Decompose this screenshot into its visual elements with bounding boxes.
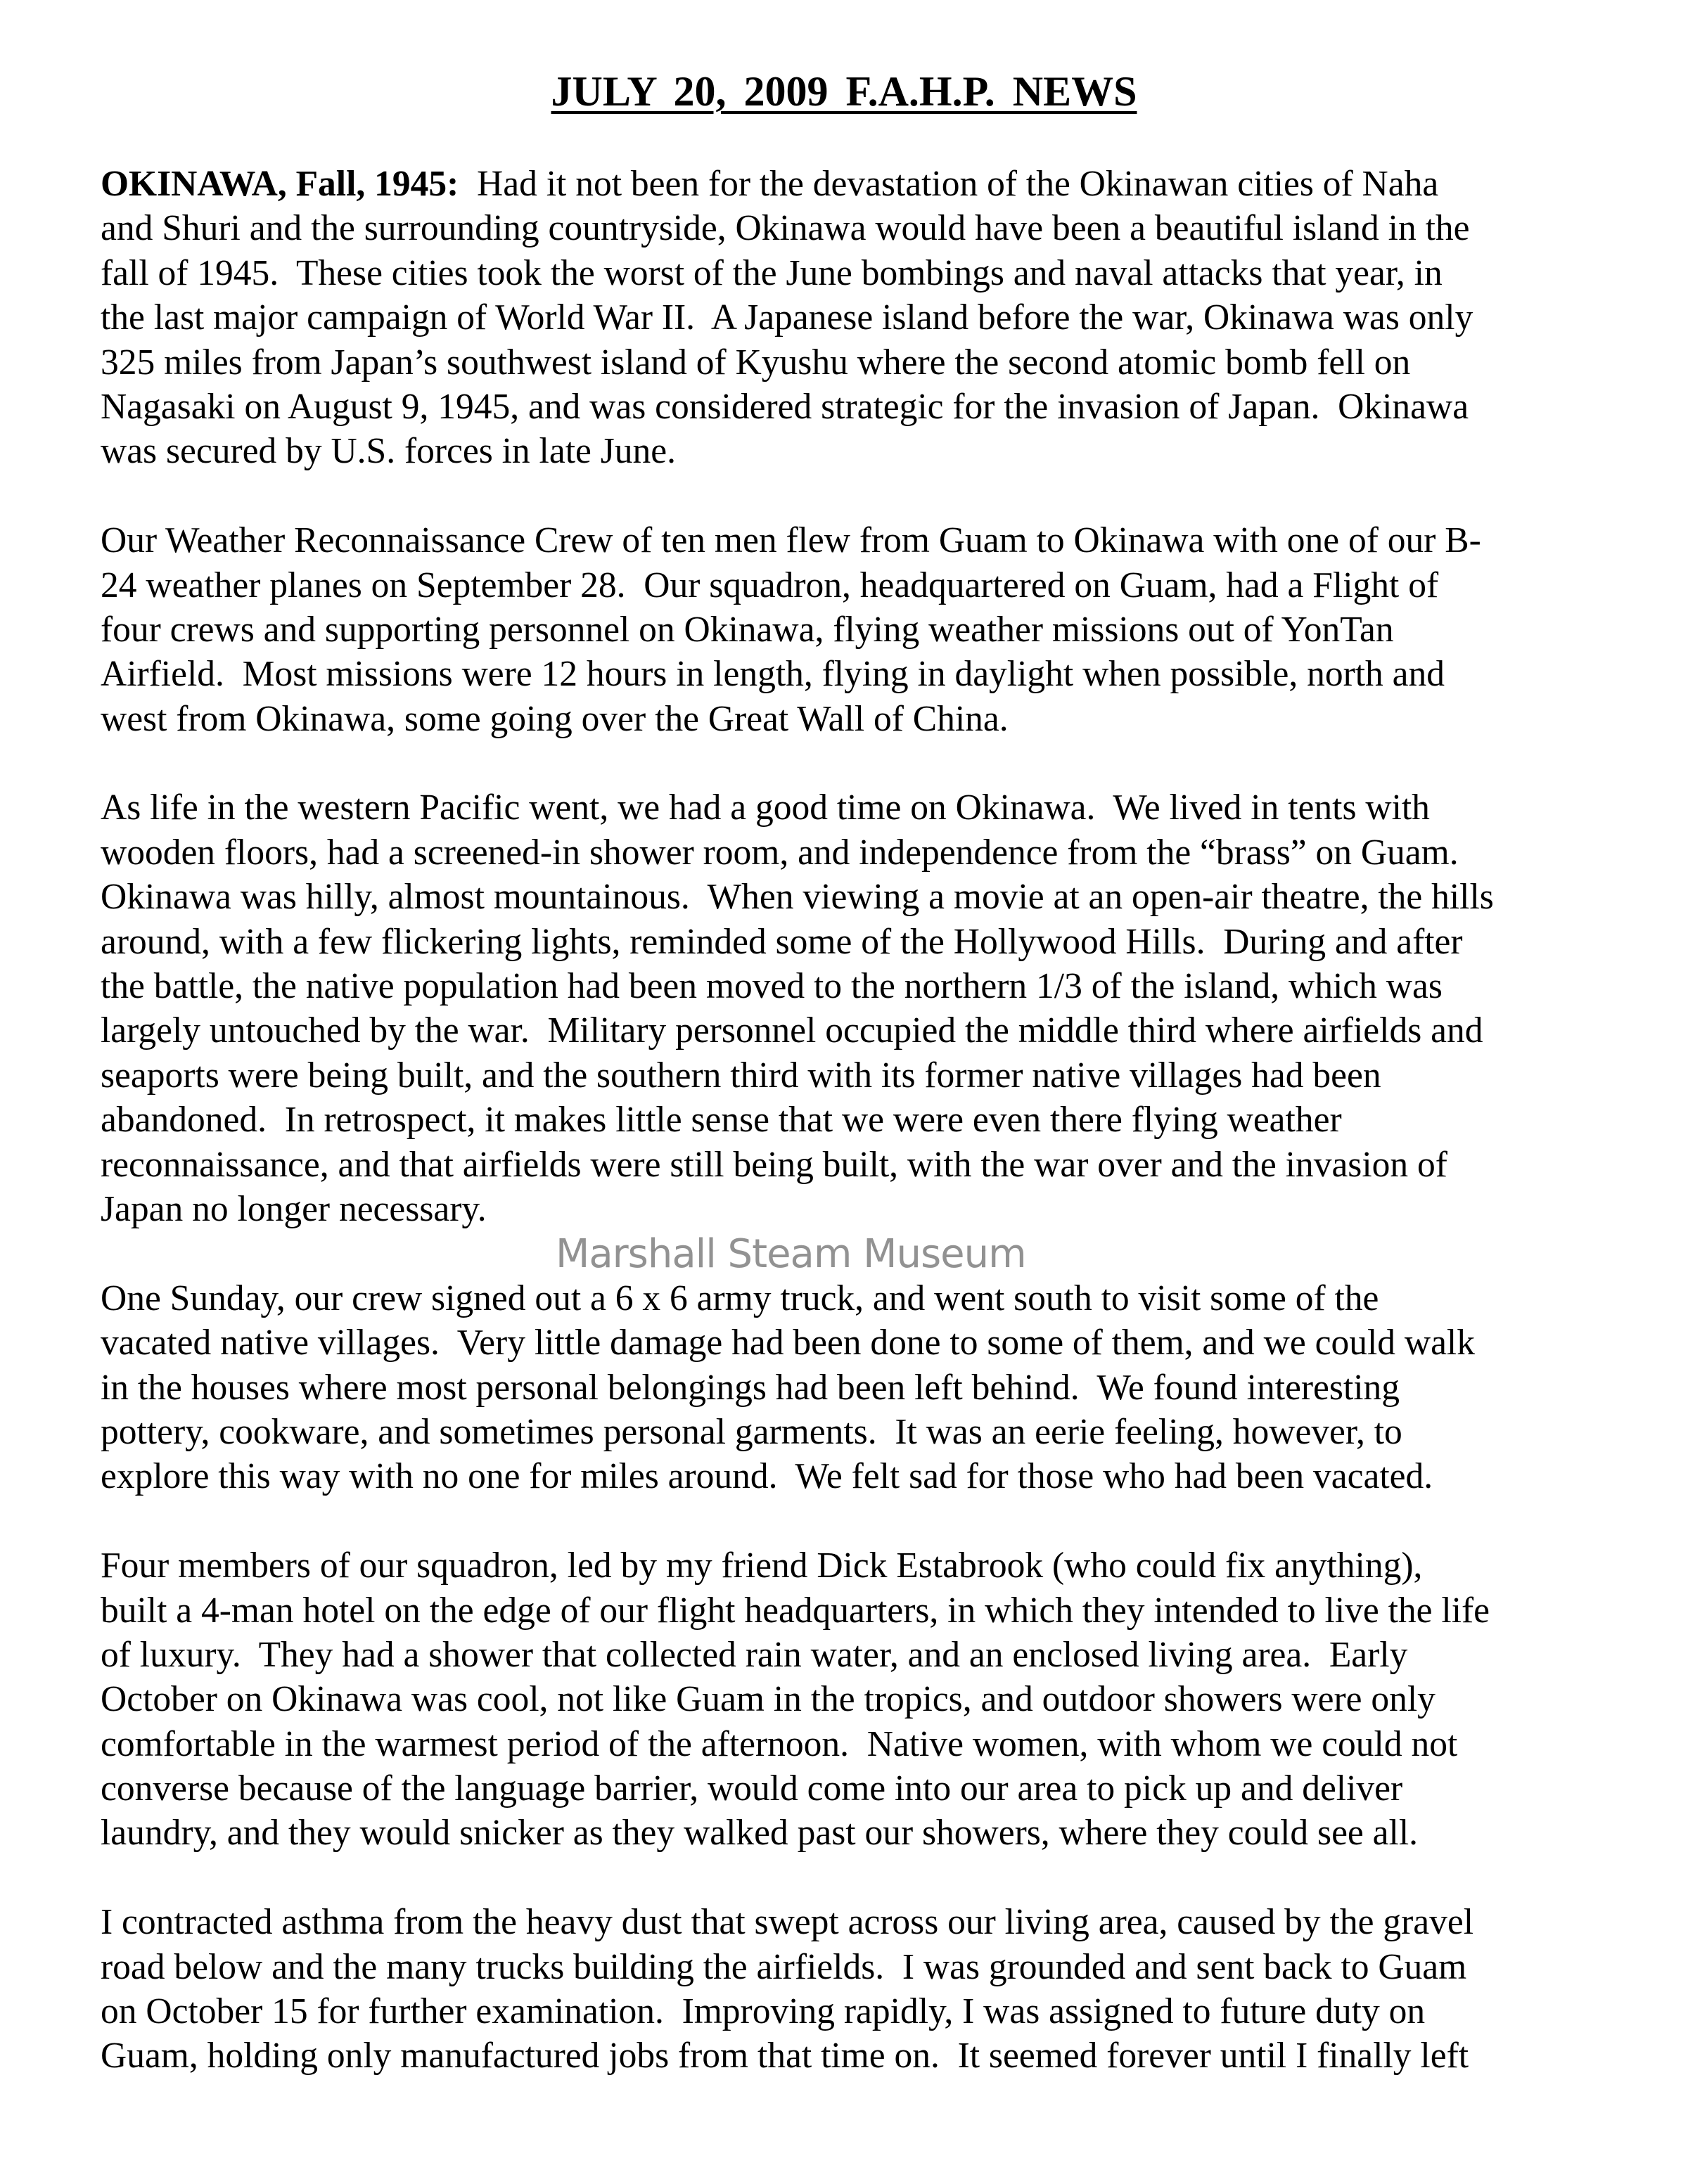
line-text: comfortable in the warmest period of the afternoon. Native women, with whom we could not xyxy=(101,1723,1458,1764)
text-line xyxy=(101,964,1648,1008)
text-line xyxy=(101,518,1648,563)
text-line xyxy=(101,429,1648,473)
text-line xyxy=(101,608,1648,652)
line-text: reconnaissance, and that airfields were still being built, with the war over and the invasion of xyxy=(101,1144,1447,1185)
line-text: west from Okinawa, some going over the Great Wall of China. xyxy=(101,698,1009,739)
line-text: seaports were being built, and the southern third with its former native villages had been xyxy=(101,1055,1381,1096)
text-line xyxy=(101,385,1648,429)
text-line xyxy=(101,1588,1648,1633)
text-line xyxy=(101,1410,1648,1454)
text-line xyxy=(101,875,1648,919)
line-text: Airfield. Most missions were 12 hours in length, flying in daylight when possible, north and xyxy=(101,654,1445,695)
line-text: the battle, the native population had been moved to the northern 1/3 of the island, which was xyxy=(101,966,1443,1007)
text-line xyxy=(101,1900,1648,1944)
line-text: Our Weather Reconnaissance Crew of ten men flew from Guam to Okinawa with one of our B- xyxy=(101,520,1481,561)
paragraph-lead: OKINAWA, Fall, 1945: xyxy=(101,164,459,204)
paragraph xyxy=(101,162,1648,474)
paragraph xyxy=(101,1900,1648,2079)
text-line xyxy=(101,1945,1648,1989)
line-text: and Shuri and the surrounding countryside, Okinawa would have been a beautiful island in the xyxy=(101,208,1470,249)
text-line xyxy=(101,295,1648,340)
text-line xyxy=(101,1989,1648,2034)
line-text: explore this way with no one for miles around. We felt sad for those who had been vacated. xyxy=(101,1456,1433,1497)
page-title: JULY 20, 2009 F.A.H.P. NEWS xyxy=(551,68,1137,115)
text-line xyxy=(101,1633,1648,1677)
line-text: 24 weather planes on September 28. Our squadron, headquartered on Guam, had a Flight of xyxy=(101,565,1439,605)
paragraph-gap xyxy=(101,1856,1648,1900)
line-text: fall of 1945. These cities took the worst of the June bombings and naval attacks that year, in xyxy=(101,252,1443,293)
text-line xyxy=(101,1543,1648,1588)
line-text: I contracted asthma from the heavy dust that swept across our living area, caused by the gravel xyxy=(101,1902,1474,1943)
text-line xyxy=(101,162,1648,206)
line-text: 325 miles from Japan’s southwest island of Kyushu where the second atomic bomb fell on xyxy=(101,342,1411,383)
paragraph xyxy=(101,518,1648,741)
text-line xyxy=(101,1143,1648,1187)
article-body xyxy=(101,162,1648,2079)
paragraph-gap xyxy=(101,741,1648,785)
line-text: built a 4-man hotel on the edge of our flight headquarters, in which they intended to live the life xyxy=(101,1590,1490,1631)
text-line xyxy=(101,1677,1648,1721)
text-line xyxy=(101,697,1648,741)
line-text: abandoned. In retrospect, it makes little sense that we were even there flying weather xyxy=(101,1100,1342,1141)
line-text: road below and the many trucks building the airfields. I was grounded and sent back to Guam xyxy=(101,1946,1467,1987)
line-text: laundry, and they would snicker as they walked past our showers, where they could see all. xyxy=(101,1813,1419,1854)
text-line xyxy=(101,1454,1648,1498)
text-line xyxy=(101,1766,1648,1811)
text-line xyxy=(101,785,1648,830)
line-text: converse because of the language barrier, would come into our area to pick up and deliver xyxy=(101,1768,1403,1809)
line-text: of luxury. They had a shower that collected rain water, and an enclosed living area. Early xyxy=(101,1634,1408,1675)
text-line xyxy=(101,340,1648,385)
text-line xyxy=(101,1276,1648,1321)
line-text: four crews and supporting personnel on Okinawa, flying weather missions out of YonTan xyxy=(101,609,1394,650)
text-line xyxy=(101,1008,1648,1053)
line-text: on October 15 for further examination. Improving rapidly, I was assigned to future duty on xyxy=(101,1991,1426,2032)
text-line xyxy=(101,251,1648,295)
line-text: the last major campaign of World War II. A Japanese island before the war, Okinawa was only xyxy=(101,297,1473,338)
line-text: Guam, holding only manufactured jobs from that time on. It seemed forever until I finally left xyxy=(101,2036,1469,2076)
text-line xyxy=(101,1187,1648,1231)
text-line xyxy=(101,1321,1648,1365)
paragraph xyxy=(101,1276,1648,1499)
line-text: As life in the western Pacific went, we had a good time on Okinawa. We lived in tents with xyxy=(101,788,1430,828)
line-text: One Sunday, our crew signed out a 6 x 6 army truck, and went south to visit some of the xyxy=(101,1278,1379,1318)
paragraph xyxy=(101,785,1648,1231)
paragraph-gap xyxy=(101,1499,1648,1543)
line-text: largely untouched by the war. Military personnel occupied the middle third where airfields and xyxy=(101,1010,1483,1051)
line-text: Four members of our squadron, led by my friend Dick Estabrook (who could fix anything), xyxy=(101,1546,1423,1586)
text-line xyxy=(101,563,1648,608)
text-line xyxy=(101,1098,1648,1142)
line-text: around, with a few flickering lights, reminded some of the Hollywood Hills. During and after xyxy=(101,921,1463,962)
text-line xyxy=(101,1811,1648,1855)
paragraph-gap xyxy=(101,474,1648,518)
line-text: Had it not been for the devastation of the Okinawan cities of Naha xyxy=(459,164,1439,204)
line-text: October on Okinawa was cool, not like Guam in the tropics, and outdoor showers were only xyxy=(101,1679,1436,1720)
line-text: in the houses where most personal belongings had been left behind. We found interesting xyxy=(101,1367,1400,1408)
line-text: was secured by U.S. forces in late June. xyxy=(101,431,677,472)
text-line xyxy=(101,2034,1648,2078)
line-text: pottery, cookware, and sometimes personal garments. It was an eerie feeling, however, to xyxy=(101,1411,1402,1452)
line-text: vacated native villages. Very little damage had been done to some of them, and we could walk xyxy=(101,1323,1475,1363)
line-text: Japan no longer necessary. xyxy=(101,1188,487,1229)
watermark: Marshall Steam Museum xyxy=(556,1231,1026,1277)
text-line xyxy=(101,652,1648,696)
line-text: wooden floors, had a screened-in shower room, and independence from the “brass” on Guam. xyxy=(101,832,1459,873)
text-line xyxy=(101,206,1648,250)
text-line xyxy=(101,920,1648,964)
text-line xyxy=(101,1053,1648,1098)
paragraph xyxy=(101,1543,1648,1856)
text-line xyxy=(101,1366,1648,1410)
line-text: Nagasaki on August 9, 1945, and was considered strategic for the invasion of Japan. Okinawa xyxy=(101,386,1469,427)
line-text: Okinawa was hilly, almost mountainous. When viewing a movie at an open-air theatre, the hills xyxy=(101,877,1494,918)
text-line xyxy=(101,830,1648,875)
text-line xyxy=(101,1722,1648,1766)
